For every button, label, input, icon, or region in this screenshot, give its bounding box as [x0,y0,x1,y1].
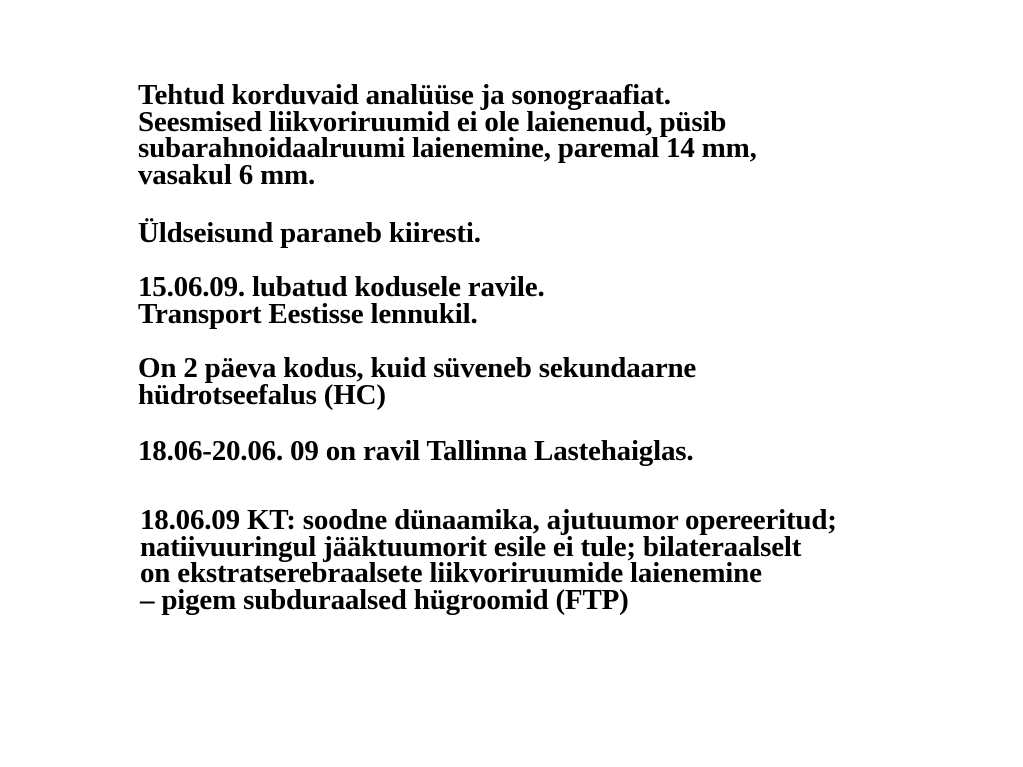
paragraph-hospital-stay [138,435,694,467]
text-line: Seesmised liikvoriruumid ei ole laienenud, püsib [138,105,727,138]
paragraph-ct-findings [140,504,837,616]
paragraph-hydrocephalus [138,352,697,411]
text-line: on ekstratserebraalsete liikvoriruumide laienemine [140,557,762,589]
text-line: 15.06.09. lubatud kodusele ravile. [138,271,545,303]
paragraph-analyses [138,79,757,191]
text-line: 18.06-20.06. 09 on ravil Tallinna Lastehaiglas. [138,435,694,467]
text-line: hüdrotseefalus (HC) [138,378,386,411]
text-line: vasakul 6 mm. [138,158,316,191]
text-line: Tehtud korduvaid analüüse ja sonograafiat. [138,79,671,111]
text-line: Üldseisund paraneb kiiresti. [138,217,481,249]
text-line: On 2 päeva kodus, kuid süveneb sekundaarne [138,352,697,384]
text-line: 18.06.09 KT: soodne dünaamika, ajutuumor opereeritud; [140,504,837,536]
text-line: – pigem subduraalsed hügroomid (FTP) [140,583,629,616]
text-line: natiivuuringul jääktuumorit esile ei tule; bilateraalselt [140,530,802,563]
text-line: Transport Eestisse lennukil. [138,297,478,330]
text-line: subarahnoidaalruumi laienemine, paremal 14 mm, [138,132,757,164]
paragraph-discharge [138,271,545,330]
paragraph-general-condition [138,217,481,249]
